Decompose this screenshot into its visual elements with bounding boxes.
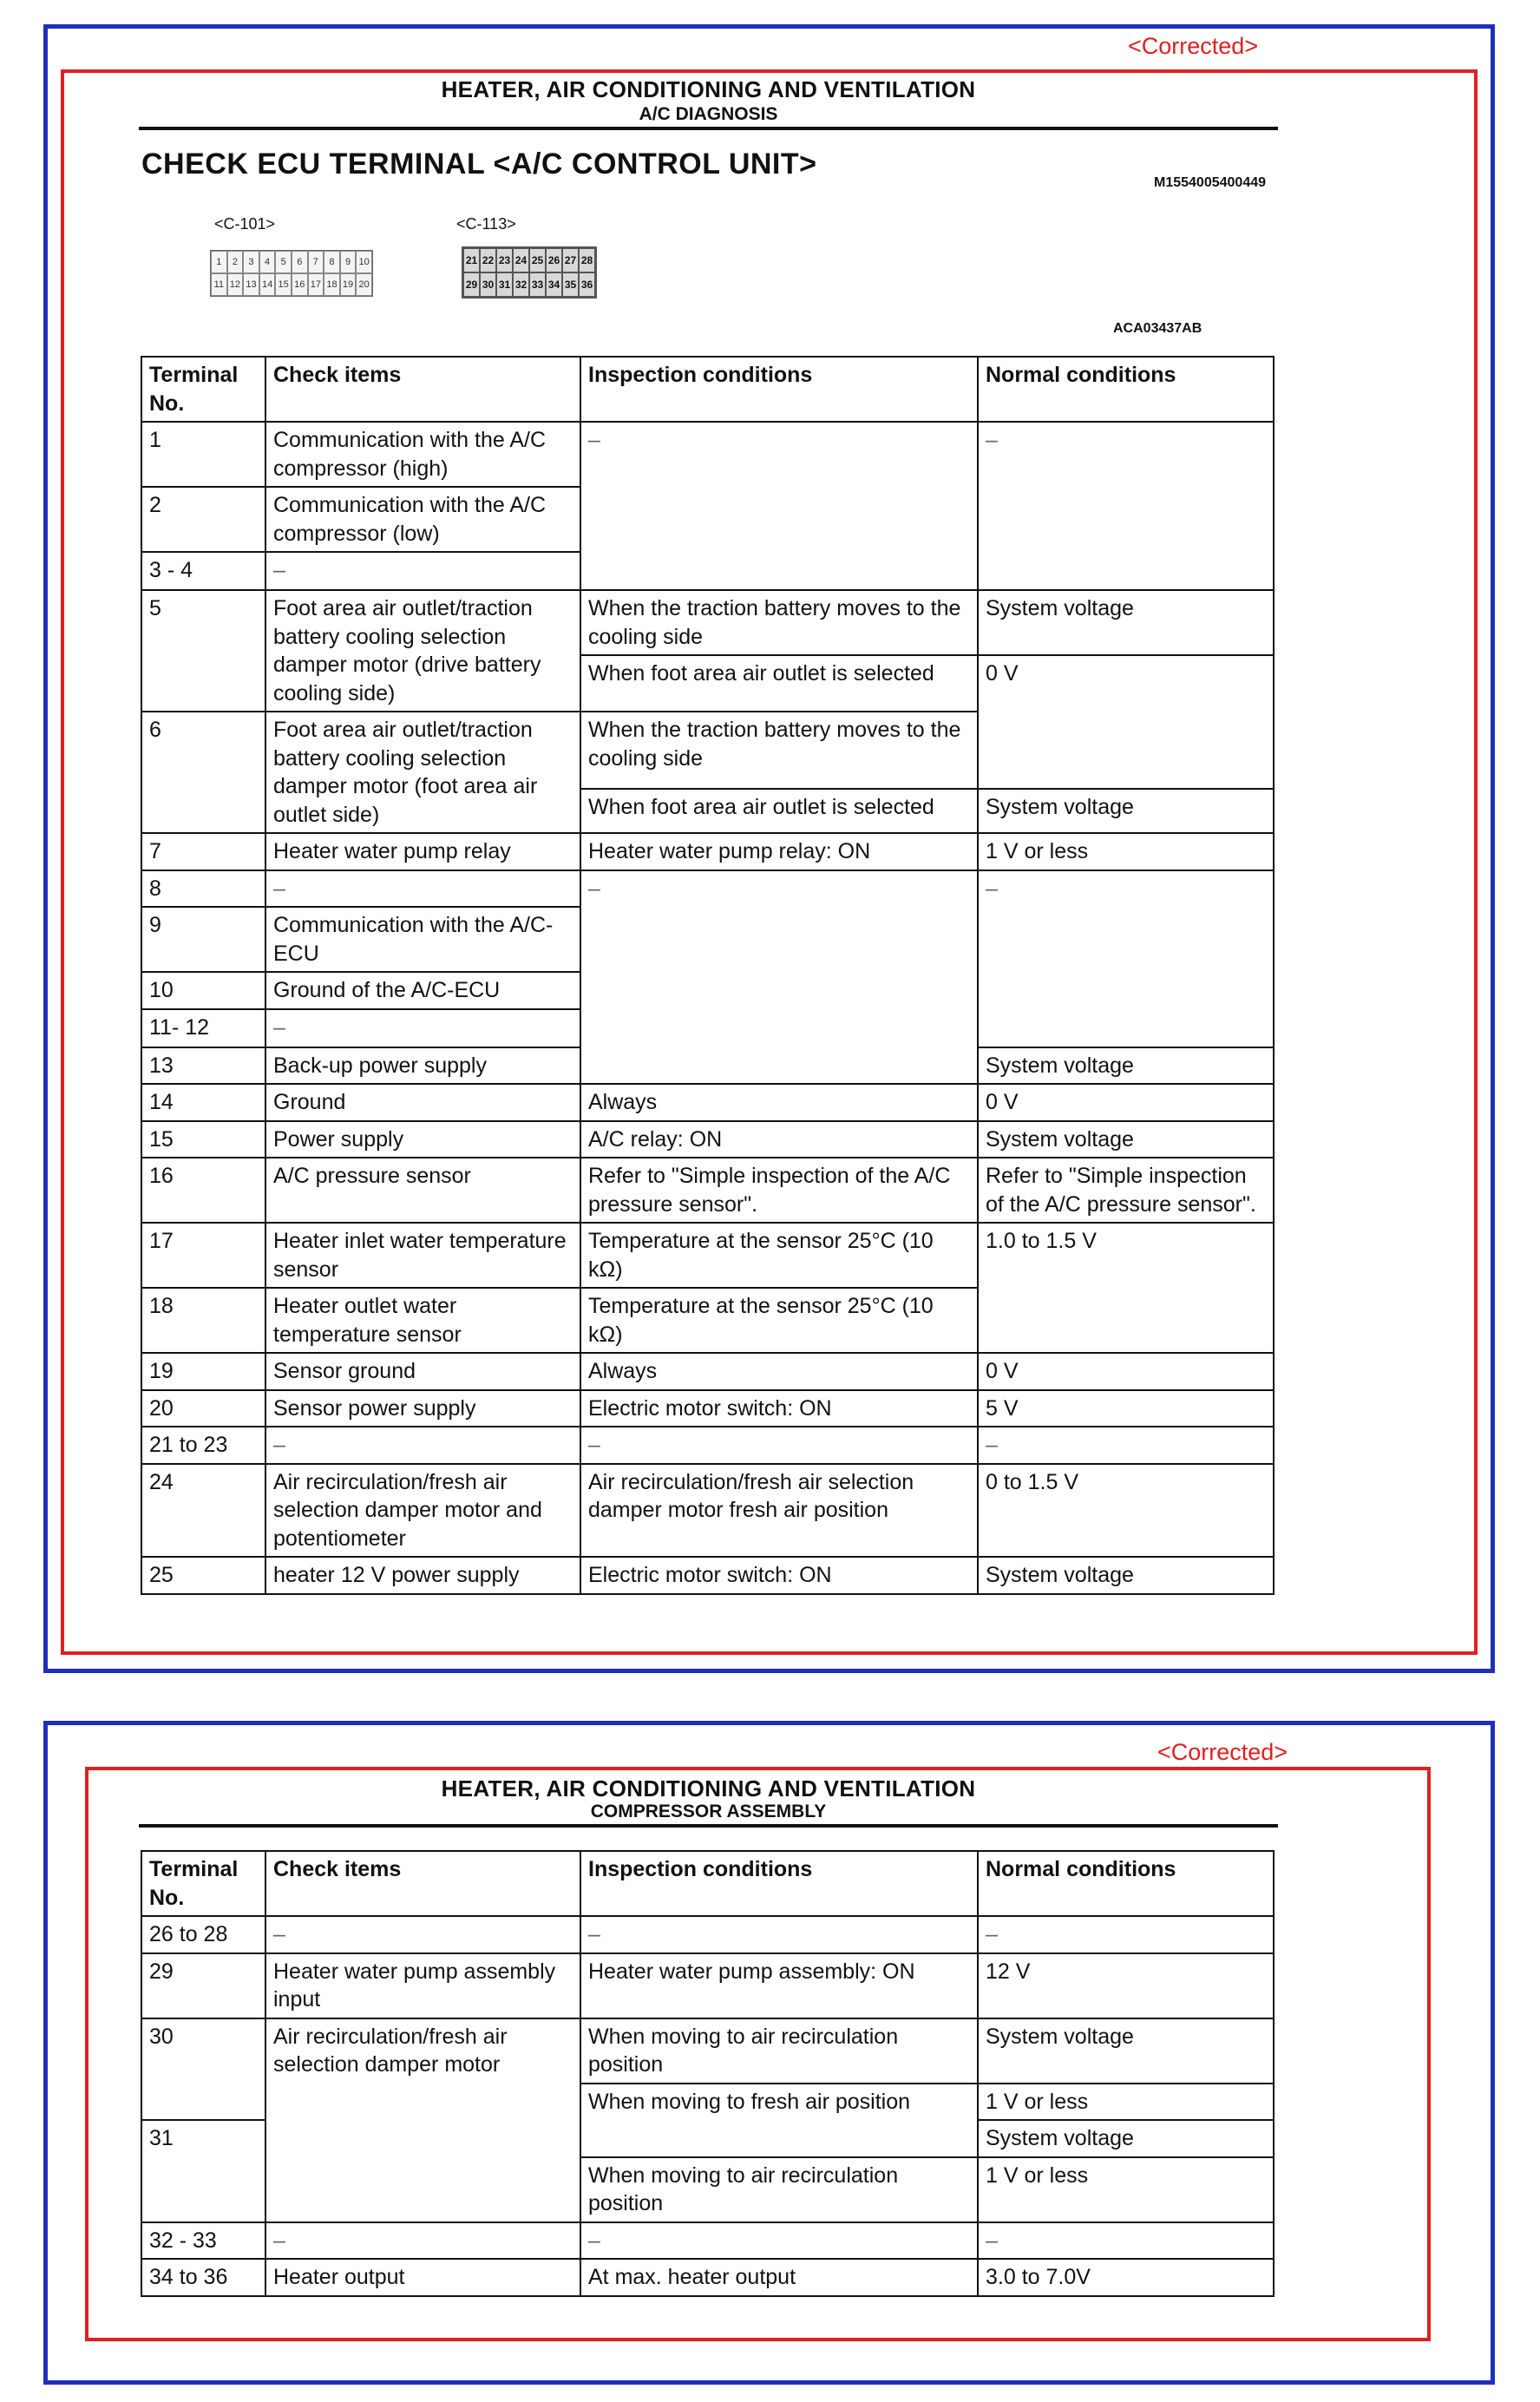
- pin: 35: [562, 272, 579, 297]
- pin: 8: [324, 251, 340, 273]
- terminal-no: 3 - 4: [141, 552, 265, 590]
- check-item: Ground of the A/C-ECU: [265, 972, 580, 1009]
- pin: 4: [259, 251, 276, 273]
- normal-condition: System voltage: [978, 1121, 1274, 1158]
- inspection-condition: When moving to fresh air position: [580, 2084, 978, 2157]
- terminal-no: 24: [141, 1464, 265, 1558]
- connector-c113: [462, 246, 597, 299]
- normal-condition: 5 V: [978, 1390, 1274, 1427]
- terminal-no: 5: [141, 590, 265, 712]
- check-item: Communication with the A/C compressor (high): [265, 422, 580, 487]
- normal-condition: –: [978, 1916, 1274, 1953]
- terminal-no: 10: [141, 972, 265, 1009]
- check-item: Communication with the A/C-ECU: [265, 907, 580, 972]
- terminal-no: 13: [141, 1047, 265, 1085]
- connector-c101-bottom-row: [211, 273, 372, 296]
- page1-corrected-label: <Corrected>: [1128, 33, 1259, 59]
- table-row: [141, 1557, 1274, 1594]
- check-item: Air recirculation/fresh air selection damper motor and potentiometer: [265, 1464, 580, 1558]
- inspection-condition: At max. heater output: [580, 2259, 978, 2296]
- normal-condition: 0 V: [978, 1084, 1274, 1121]
- normal-condition: System voltage: [978, 1047, 1274, 1085]
- check-item: Power supply: [265, 1121, 580, 1158]
- normal-condition: System voltage: [978, 2120, 1274, 2157]
- terminal-no: 25: [141, 1557, 265, 1594]
- check-item: Air recirculation/fresh air selection damper motor: [265, 2018, 580, 2222]
- inspection-condition: Heater water pump relay: ON: [580, 833, 978, 870]
- table-row: [141, 1121, 1274, 1158]
- page1-header-title: HEATER, AIR CONDITIONING AND VENTILATION: [441, 76, 976, 102]
- pin: 5: [275, 251, 292, 273]
- header-terminal-no: Terminal No.: [141, 357, 265, 422]
- table-row: [141, 1158, 1274, 1223]
- inspection-condition: When foot area air outlet is selected: [580, 655, 978, 712]
- pin: 22: [480, 248, 496, 272]
- pin: 9: [340, 251, 357, 273]
- pin: 29: [463, 272, 480, 297]
- table-row: [141, 1390, 1274, 1427]
- page1-section-title: CHECK ECU TERMINAL <A/C CONTROL UNIT>: [141, 148, 817, 180]
- check-item: Communication with the A/C compressor (low): [265, 487, 580, 552]
- check-item: A/C pressure sensor: [265, 1158, 580, 1223]
- terminal-no: 29: [141, 1953, 265, 2018]
- pin: 3: [243, 251, 259, 273]
- terminal-no: 31: [141, 2120, 265, 2222]
- inspection-condition: Refer to "Simple inspection of the A/C pressure sensor".: [580, 1158, 978, 1223]
- connector-c113-bottom-row: [463, 272, 595, 297]
- terminal-no: 32 - 33: [141, 2222, 265, 2260]
- check-item: Ground: [265, 1084, 580, 1121]
- pin: 2: [227, 251, 244, 273]
- inspection-condition: When moving to air recirculation position: [580, 2018, 978, 2084]
- terminal-no: 9: [141, 907, 265, 972]
- inspection-condition: When the traction battery moves to the cooling side: [580, 712, 978, 789]
- pin: 17: [308, 273, 324, 296]
- header-inspection-conditions: Inspection conditions: [580, 357, 978, 422]
- header-inspection-conditions: Inspection conditions: [580, 1851, 978, 1916]
- terminal-no: 2: [141, 487, 265, 552]
- pin: 19: [340, 273, 357, 296]
- connector-c113-top-row: [463, 248, 595, 272]
- pin: 34: [546, 272, 562, 297]
- normal-condition: 1.0 to 1.5 V: [978, 1223, 1274, 1353]
- pin: 7: [308, 251, 324, 273]
- table-row: [141, 422, 1274, 487]
- pin: 21: [463, 248, 480, 272]
- terminal-no: 21 to 23: [141, 1427, 265, 1464]
- normal-condition: System voltage: [978, 789, 1274, 833]
- table-row: [141, 590, 1274, 655]
- normal-condition: System voltage: [978, 2018, 1274, 2084]
- terminal-no: 11- 12: [141, 1009, 265, 1047]
- normal-condition: 0 V: [978, 1353, 1274, 1390]
- pin: 23: [496, 248, 513, 272]
- inspection-condition: –: [580, 422, 978, 590]
- page1-terminal-table: [141, 356, 1275, 1595]
- pin: 6: [292, 251, 308, 273]
- check-item: –: [265, 1009, 580, 1047]
- normal-condition: 0 to 1.5 V: [978, 1464, 1274, 1558]
- normal-condition: –: [978, 2222, 1274, 2260]
- inspection-condition: A/C relay: ON: [580, 1121, 978, 1158]
- normal-condition: 0 V: [978, 655, 1274, 789]
- check-item: –: [265, 1916, 580, 1953]
- inspection-condition: Heater water pump assembly: ON: [580, 1953, 978, 2018]
- pin: 36: [579, 272, 595, 297]
- inspection-condition: When foot area air outlet is selected: [580, 789, 978, 833]
- terminal-no: 15: [141, 1121, 265, 1158]
- check-item: heater 12 V power supply: [265, 1557, 580, 1594]
- pin: 12: [227, 273, 244, 296]
- pin: 15: [275, 273, 292, 296]
- pin: 31: [496, 272, 513, 297]
- check-item: Sensor ground: [265, 1353, 580, 1390]
- terminal-no: 19: [141, 1353, 265, 1390]
- check-item: Foot area air outlet/traction battery cooling selection damper motor (drive battery cooling side): [265, 590, 580, 712]
- normal-condition: –: [978, 422, 1274, 590]
- table-row: [141, 2018, 1274, 2084]
- check-item: –: [265, 552, 580, 590]
- pin: 1: [211, 251, 227, 273]
- terminal-no: 17: [141, 1223, 265, 1288]
- table-row: [141, 1464, 1274, 1558]
- table-row: [141, 2222, 1274, 2260]
- header-normal-conditions: Normal conditions: [978, 1851, 1274, 1916]
- terminal-no: 7: [141, 833, 265, 870]
- inspection-condition: –: [580, 2222, 978, 2260]
- table-header-row: [141, 1851, 1274, 1916]
- inspection-condition: –: [580, 1427, 978, 1464]
- terminal-no: 34 to 36: [141, 2259, 265, 2296]
- page1-doc-code: M1554005400449: [1154, 175, 1267, 190]
- check-item: Heater water pump assembly input: [265, 1953, 580, 2018]
- table-row: [141, 1223, 1274, 1288]
- normal-condition: 1 V or less: [978, 2084, 1274, 2121]
- connector-c113-label: <C-113>: [456, 215, 516, 233]
- terminal-no: 18: [141, 1288, 265, 1353]
- normal-condition: –: [978, 870, 1274, 1047]
- inspection-condition: Always: [580, 1353, 978, 1390]
- page2-header-title: HEATER, AIR CONDITIONING AND VENTILATION: [441, 1775, 976, 1802]
- page2-header: [139, 1775, 1278, 1828]
- terminal-no: 14: [141, 1084, 265, 1121]
- terminal-no: 30: [141, 2018, 265, 2121]
- table-row: [141, 1427, 1274, 1464]
- inspection-condition: Temperature at the sensor 25°C (10 kΩ): [580, 1223, 978, 1288]
- page1-header-subtitle: A/C DIAGNOSIS: [639, 104, 778, 124]
- connector-c101-label: <C-101>: [214, 215, 276, 233]
- pin: 24: [513, 248, 529, 272]
- pin: 13: [243, 273, 259, 296]
- terminal-no: 6: [141, 712, 265, 833]
- header-terminal-no: Terminal No.: [141, 1851, 265, 1916]
- terminal-no: 20: [141, 1390, 265, 1427]
- page2-terminal-table: [141, 1850, 1275, 2297]
- check-item: Heater outlet water temperature sensor: [265, 1288, 580, 1353]
- page1-figure-code: ACA03437AB: [1113, 321, 1203, 336]
- table-row: [141, 1953, 1274, 2018]
- check-item: Sensor power supply: [265, 1390, 580, 1427]
- check-item: Heater inlet water temperature sensor: [265, 1223, 580, 1288]
- page1-header-rule: [139, 127, 1278, 130]
- table-row: [141, 1916, 1274, 1953]
- check-item: Back-up power supply: [265, 1047, 580, 1085]
- terminal-no: 1: [141, 422, 265, 487]
- inspection-condition: –: [580, 870, 978, 1085]
- check-item: –: [265, 2222, 580, 2260]
- terminal-no: 16: [141, 1158, 265, 1223]
- connector-c101: [210, 250, 373, 297]
- inspection-condition: Air recirculation/fresh air selection damper motor fresh air position: [580, 1464, 978, 1558]
- check-item: Heater output: [265, 2259, 580, 2296]
- normal-condition: 12 V: [978, 1953, 1274, 2018]
- header-check-items: Check items: [265, 357, 580, 422]
- normal-condition: 1 V or less: [978, 2157, 1274, 2222]
- table-row: [141, 833, 1274, 870]
- table-row: [141, 1353, 1274, 1390]
- table-row: [141, 2259, 1274, 2296]
- pin: 27: [562, 248, 579, 272]
- pin: 30: [480, 272, 496, 297]
- pin: 20: [356, 273, 372, 296]
- page2-header-rule: [139, 1824, 1278, 1828]
- inspection-condition: When moving to air recirculation position: [580, 2157, 978, 2222]
- normal-condition: System voltage: [978, 590, 1274, 655]
- normal-condition: –: [978, 1427, 1274, 1464]
- normal-condition: System voltage: [978, 1557, 1274, 1594]
- check-item: Heater water pump relay: [265, 833, 580, 870]
- inspection-condition: Electric motor switch: ON: [580, 1557, 978, 1594]
- pin: 16: [292, 273, 308, 296]
- check-item: Foot area air outlet/traction battery cooling selection damper motor (foot area air outlet side): [265, 712, 580, 833]
- normal-condition: 3.0 to 7.0V: [978, 2259, 1274, 2296]
- inspection-condition: Electric motor switch: ON: [580, 1390, 978, 1427]
- inspection-condition: When the traction battery moves to the cooling side: [580, 590, 978, 655]
- page2-header-subtitle: COMPRESSOR ASSEMBLY: [590, 1802, 827, 1821]
- normal-condition: Refer to "Simple inspection of the A/C pressure sensor".: [978, 1158, 1274, 1223]
- pin: 28: [579, 248, 595, 272]
- inspection-condition: –: [580, 1916, 978, 1953]
- terminal-no: 26 to 28: [141, 1916, 265, 1953]
- inspection-condition: Always: [580, 1084, 978, 1121]
- pin: 26: [546, 248, 562, 272]
- inspection-condition: Temperature at the sensor 25°C (10 kΩ): [580, 1288, 978, 1353]
- table-row: [141, 1084, 1274, 1121]
- table-header-row: [141, 357, 1274, 422]
- pin: 18: [324, 273, 340, 296]
- terminal-no: 8: [141, 870, 265, 908]
- check-item: –: [265, 1427, 580, 1464]
- pin: 14: [259, 273, 276, 296]
- normal-condition: 1 V or less: [978, 833, 1274, 870]
- header-normal-conditions: Normal conditions: [978, 357, 1274, 422]
- pin: 11: [211, 273, 227, 296]
- connector-c101-top-row: [211, 251, 372, 273]
- pin: 10: [356, 251, 372, 273]
- table-row: [141, 870, 1274, 908]
- header-check-items: Check items: [265, 1851, 580, 1916]
- check-item: –: [265, 870, 580, 908]
- pin: 33: [529, 272, 546, 297]
- pin: 32: [513, 272, 529, 297]
- page2-corrected-label: <Corrected>: [1157, 1739, 1288, 1765]
- pin: 25: [529, 248, 546, 272]
